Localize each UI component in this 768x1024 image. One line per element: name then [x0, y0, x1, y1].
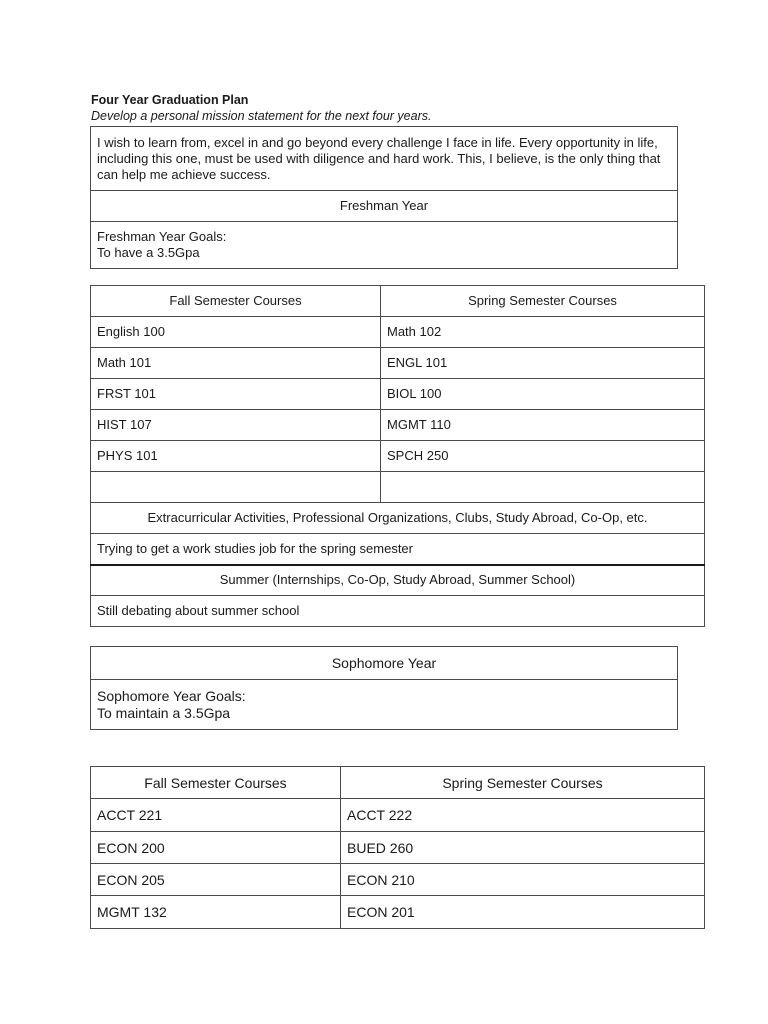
page-subtitle: Develop a personal mission statement for the next four years. — [91, 109, 432, 123]
fall-course-cell: PHYS 101 — [91, 441, 381, 472]
table-row — [91, 832, 705, 864]
sophomore-goals-text: To maintain a 3.5Gpa — [97, 704, 231, 721]
fall-course-cell: ECON 200 — [91, 832, 341, 864]
fall-course-cell: ECON 205 — [91, 864, 341, 896]
table-row — [91, 441, 705, 472]
freshman-goals-text: To have a 3.5Gpa — [97, 245, 200, 260]
fall-courses-header: Fall Semester Courses — [91, 286, 381, 317]
mission-table — [90, 126, 678, 269]
sophomore-table — [90, 646, 678, 730]
table-row — [91, 348, 705, 379]
fall-course-cell: ACCT 221 — [91, 799, 341, 832]
freshman-year-heading: Freshman Year — [91, 191, 678, 222]
table-row — [91, 379, 705, 410]
spring-course-cell: MGMT 110 — [381, 410, 705, 441]
fall-course-cell: MGMT 132 — [91, 896, 341, 929]
fall-course-cell: Math 101 — [91, 348, 381, 379]
page-title: Four Year Graduation Plan — [91, 93, 249, 107]
summer-text: Still debating about summer school — [91, 596, 705, 627]
fall-courses-header: Fall Semester Courses — [91, 767, 341, 799]
spring-course-cell: ECON 201 — [341, 896, 705, 929]
table-row — [91, 317, 705, 348]
sophomore-goals-label: Sophomore Year Goals: — [97, 687, 246, 704]
sophomore-year-heading: Sophomore Year — [91, 647, 678, 680]
fall-course-cell: FRST 101 — [91, 379, 381, 410]
summer-header: Summer (Internships, Co-Op, Study Abroad, Summer School) — [91, 565, 705, 596]
freshman-goals-label: Freshman Year Goals: — [97, 229, 227, 244]
spring-course-cell: BIOL 100 — [381, 379, 705, 410]
sophomore-goals-cell — [91, 680, 678, 730]
spring-course-cell: BUED 260 — [341, 832, 705, 864]
extracurricular-text: Trying to get a work studies job for the spring semester — [91, 534, 705, 565]
spring-course-cell: Math 102 — [381, 317, 705, 348]
fall-course-cell: English 100 — [91, 317, 381, 348]
sophomore-courses-table — [90, 766, 705, 929]
table-row — [91, 896, 705, 929]
freshman-courses-table — [90, 285, 705, 627]
spring-courses-header: Spring Semester Courses — [341, 767, 705, 799]
fall-course-cell: HIST 107 — [91, 410, 381, 441]
extracurricular-header: Extracurricular Activities, Professional Organizations, Clubs, Study Abroad, Co-Op, etc. — [91, 503, 705, 534]
spring-course-cell — [381, 472, 705, 503]
freshman-goals-cell — [91, 222, 678, 269]
mission-statement: I wish to learn from, excel in and go beyond every challenge I face in life. Every opportunity in life, including this one, must be used with diligence and hard work. This, I believe, is the only thing that can help me achieve success. — [97, 134, 661, 182]
spring-course-cell: SPCH 250 — [381, 441, 705, 472]
spring-course-cell: ACCT 222 — [341, 799, 705, 832]
table-row — [91, 799, 705, 832]
spring-course-cell: ECON 210 — [341, 864, 705, 896]
spring-course-cell: ENGL 101 — [381, 348, 705, 379]
fall-course-cell — [91, 472, 381, 503]
table-row — [91, 410, 705, 441]
table-row — [91, 472, 705, 503]
mission-statement-cell — [91, 127, 678, 191]
table-row — [91, 864, 705, 896]
spring-courses-header: Spring Semester Courses — [381, 286, 705, 317]
